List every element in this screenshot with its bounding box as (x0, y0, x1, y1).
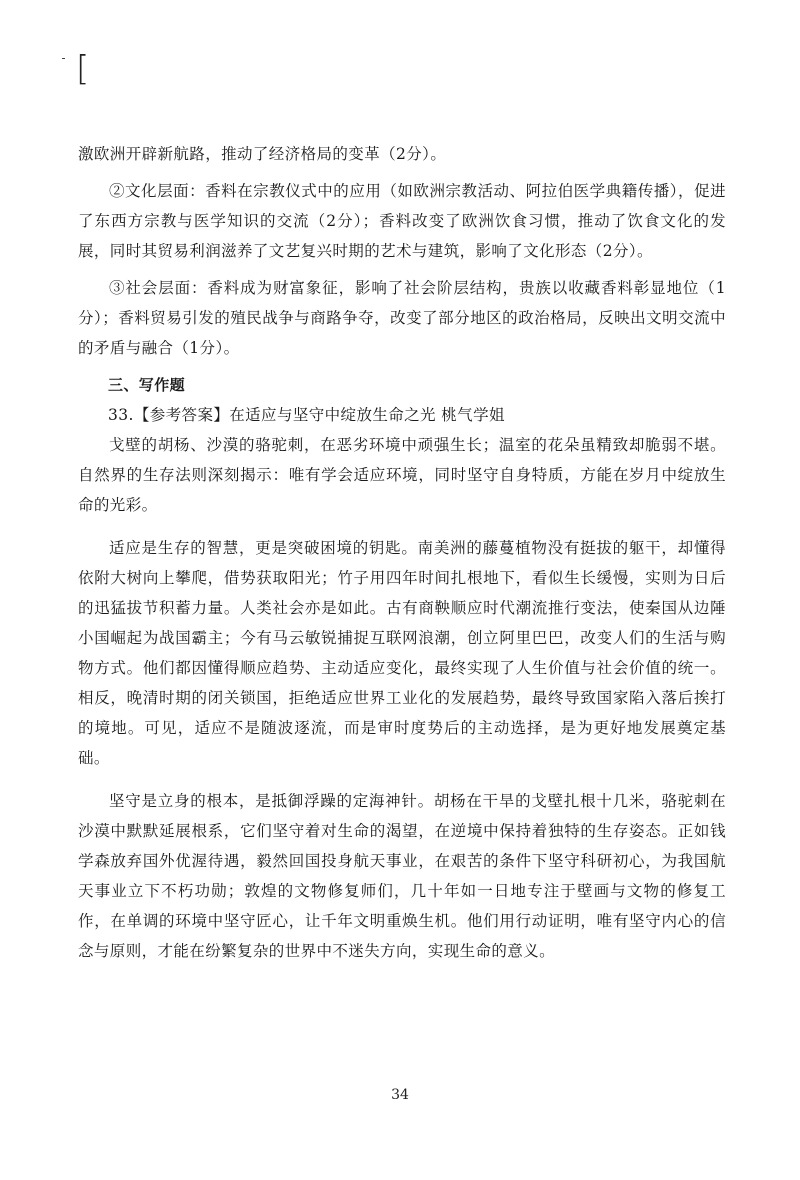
section-heading: 三、写作题 (108, 376, 186, 394)
paragraph-economic-continued: 激欧洲开辟新航路，推动了经济格局的变革（2分）。 (78, 145, 447, 163)
essay-adaptation-paragraph: 适应是生存的智慧，更是突破困境的钥匙。南美洲的藤蔓植物没有挺拔的躯干，却懂得依附大树向上攀爬，借势获取阳光；竹子用四年时间扎根地下，看似生长缓慢，实则为日后的迅猛拔节积蓄力量。人类社会亦是如此。古有商鞅顺应时代潮流推行变法，使秦国从边陲小国崛起为战国霸主；今有马云敏锐捕捉互联网浪潮，创立阿里巴巴，改变人们的生活与购物方式。他们都因懂得顺应趋势、主动适应变化，最终实现了人生价值与社会价值的统一。相反，晚清时期的闭关锁国，拒绝适应世界工业化的发展趋势，最终导致国家陷入落后挨打的境地。可见，适应不是随波逐流，而是审时度势后的主动选择，是为更好地发展奠定基础。 (78, 539, 726, 767)
essay-persistence-paragraph: 坚守是立身的根本，是抵御浮躁的定海神针。胡杨在干旱的戈壁扎根十几米，骆驼刺在沙漠中默默延展根系，它们坚守着对生命的渴望，在逆境中保持着独特的生存姿态。正如钱学森放弃国外优渥待遇，毅然回国投身航天事业，在艰苦的条件下坚守科研初心，为我国航天事业立下不朽功勋；敦煌的文物修复师们，几十年如一日地专注于壁画与文物的修复工作，在单调的环境中坚守匠心，让千年文明重焕生机。他们用行动证明，唯有坚守内心的信念与原则，才能在纷繁复杂的世界中不迷失方向，实现生命的意义。 (78, 792, 726, 960)
scan-mark (62, 58, 65, 59)
page-number: 34 (391, 1087, 409, 1103)
page-bracket: [ (76, 49, 90, 89)
essay-intro-paragraph: 戈壁的胡杨、沙漠的骆驼刺，在恶劣环境中顽强生长；温室的花朵虽精致却脆弱不堪。自然界的生存法则深刻揭示：唯有学会适应环境，同时坚守自身特质，方能在岁月中绽放生命的光彩。 (78, 436, 726, 514)
paragraph-social-level: ③社会层面：香料成为财富象征，影响了社会阶层结构，贵族以收藏香料彰显地位（1分）；香料贸易引发的殖民战争与商路争夺，改变了部分地区的政治格局，反映出文明交流中的矛盾与融合（1分）。 (78, 279, 726, 357)
reference-answer-title: 33.【参考答案】在适应与坚守中绽放生命之光 桃气学姐 (108, 406, 505, 424)
paragraph-cultural-level: ②文化层面：香料在宗教仪式中的应用（如欧洲宗教活动、阿拉伯医学典籍传播），促进了东西方宗教与医学知识的交流（2分）；香料改变了欧洲饮食习惯，推动了饮食文化的发展，同时其贸易利润滋养了文艺复兴时期的艺术与建筑，影响了文化形态（2分）。 (78, 182, 726, 260)
document-body (78, 139, 726, 966)
